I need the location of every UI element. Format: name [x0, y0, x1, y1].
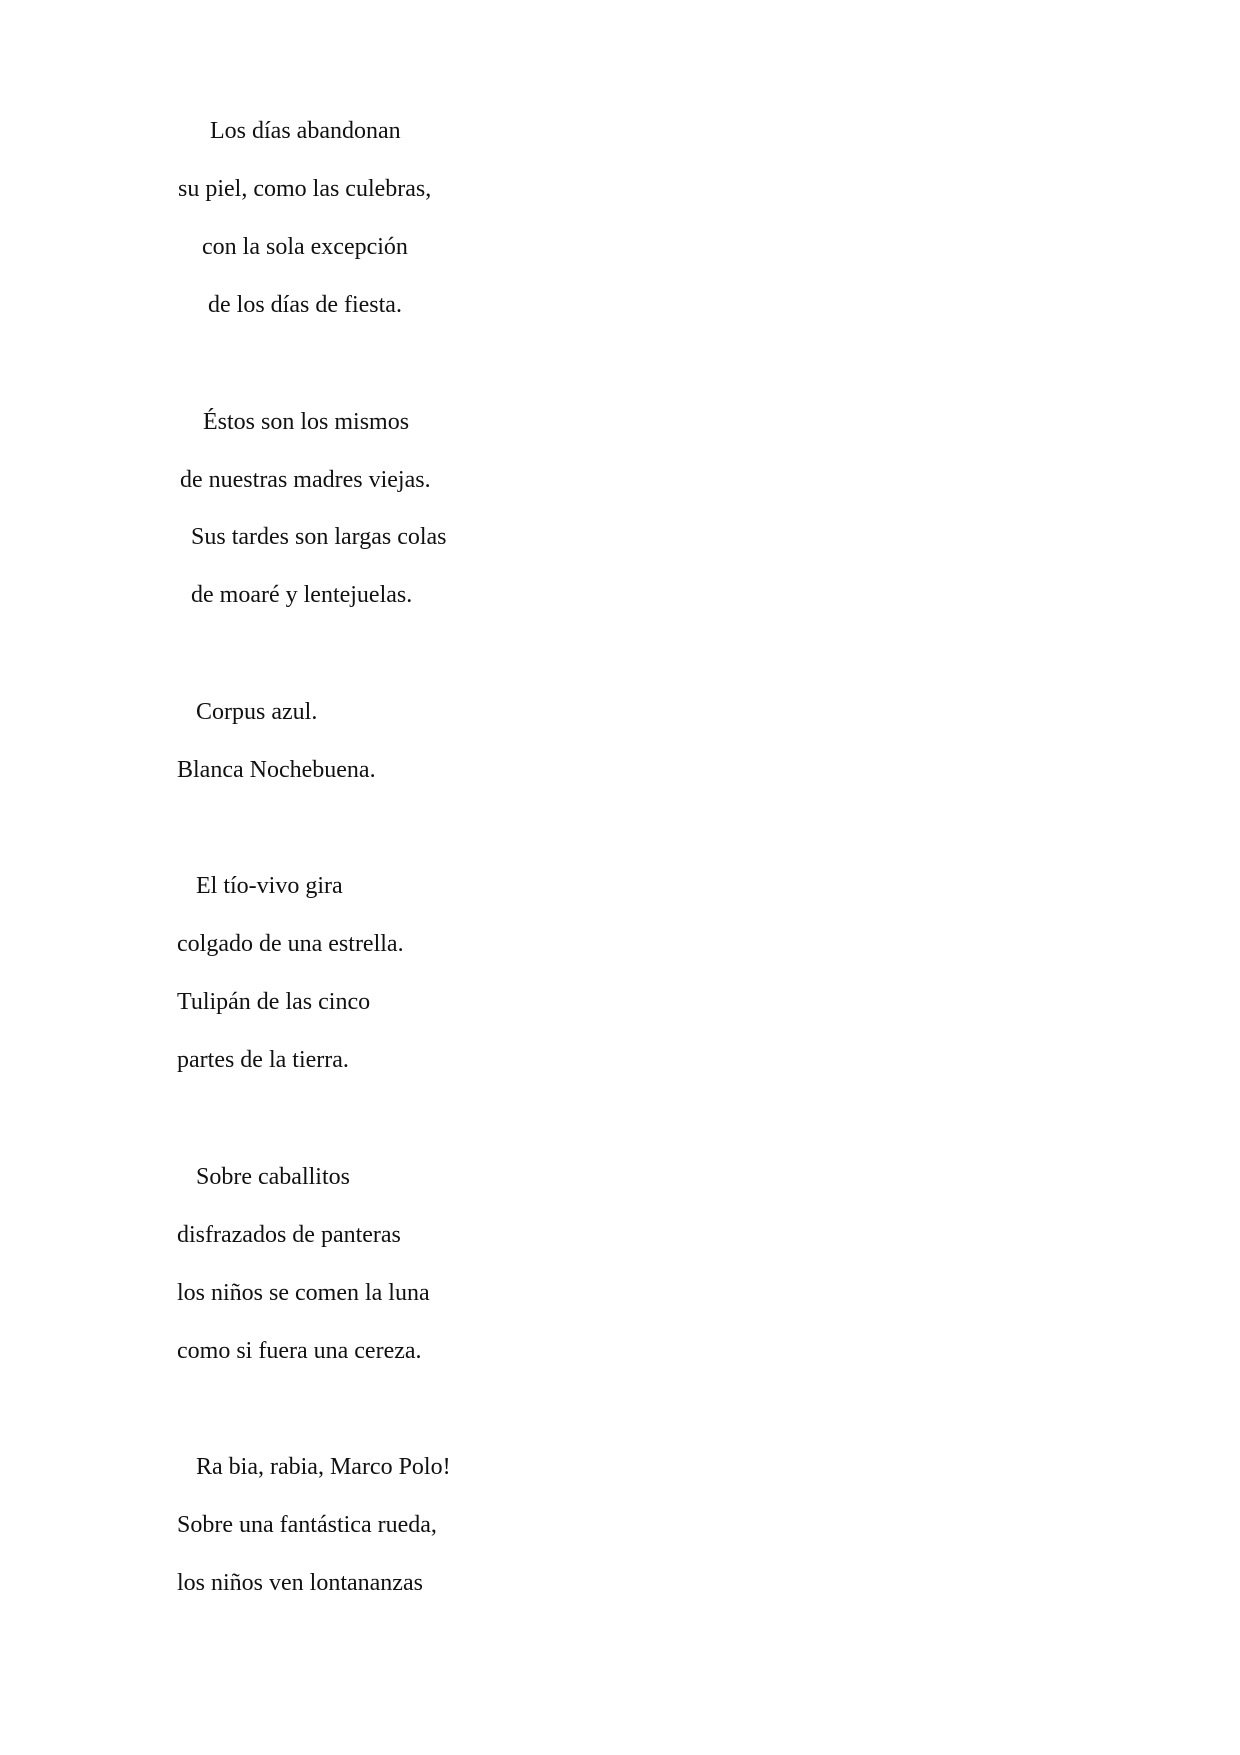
- poem-line: Sus tardes son largas colas: [191, 524, 447, 550]
- poem-line: Los días abandonan: [210, 118, 401, 144]
- poem-line: de moaré y lentejuelas.: [191, 582, 413, 608]
- poem-line: Sobre caballitos: [196, 1164, 350, 1190]
- poem-line: de los días de fiesta.: [208, 292, 402, 318]
- poem-line: Tulipán de las cinco: [177, 989, 371, 1015]
- poem-line: los niños se comen la luna: [177, 1280, 430, 1306]
- poem-line: disfrazados de panteras: [177, 1222, 401, 1248]
- poem-line: con la sola excepción: [202, 234, 408, 260]
- poem-line: su piel, como las culebras,: [178, 176, 432, 202]
- poem-line: partes de la tierra.: [177, 1047, 349, 1073]
- poem-line: como si fuera una cereza.: [177, 1338, 422, 1364]
- poem-line: Blanca Nochebuena.: [177, 757, 376, 783]
- poem-line: El tío-vivo gira: [196, 873, 343, 899]
- poem-line: Éstos son los mismos: [203, 409, 410, 435]
- poem-line: colgado de una estrella.: [177, 931, 404, 957]
- poem-line: Corpus azul.: [196, 699, 318, 725]
- poem-line: Ra bia, rabia, Marco Polo!: [196, 1454, 451, 1480]
- poem-line: de nuestras madres viejas.: [180, 467, 431, 493]
- poem-line: Sobre una fantástica rueda,: [177, 1512, 437, 1538]
- poem-line: los niños ven lontananzas: [177, 1570, 423, 1596]
